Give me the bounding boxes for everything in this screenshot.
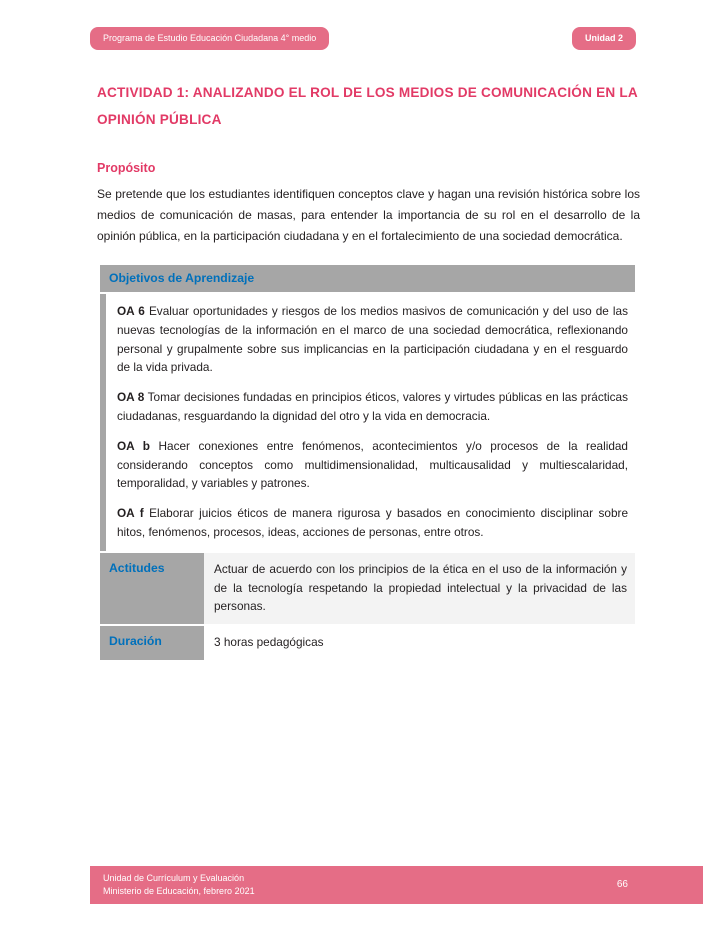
actitudes-label: Actitudes — [100, 553, 204, 624]
objectives-body — [100, 294, 635, 551]
page-header — [90, 27, 636, 50]
actitudes-content: Actuar de acuerdo con los principios de la ética en el uso de la información y de la tecnología respetando la propiedad intelectual y la privacidad de las personas. — [204, 553, 635, 624]
duracion-row — [100, 626, 635, 660]
objective-item-oaf — [117, 504, 628, 542]
objective-item-oa6 — [117, 302, 628, 377]
objective-code: OA b — [117, 438, 150, 453]
actitudes-row — [100, 553, 635, 624]
proposito-heading: Propósito — [97, 161, 156, 175]
unit-badge: Unidad 2 — [572, 27, 636, 50]
page-content — [97, 79, 640, 660]
objective-code: OA 6 — [117, 304, 145, 318]
page-number: 66 — [616, 879, 628, 890]
objective-text: Tomar decisiones fundadas en principios éticos, valores y virtudes públicas en las prácticas ciudadanas, resguardando la dignidad del otro y la vida en democracia. — [117, 390, 628, 423]
objective-item-oab — [117, 437, 628, 493]
objectives-table-header: Objetivos de Aprendizaje — [100, 265, 635, 292]
footer-credits — [103, 872, 255, 897]
objective-text: Evaluar oportunidades y riesgos de los medios masivos de comunicación y del uso de las nuevas tecnologías de la información en el marco de una sociedad democrática, reflexionando personal y grupalmente sobre sus implicancias en la participación ciudadana y en el resguardo de la vida privada. — [117, 304, 628, 375]
objective-text: Elaborar juicios éticos de manera rigurosa y basados en conocimiento disciplinar sobre hitos, fenómenos, procesos, ideas, acciones de personas, entre otros. — [117, 506, 629, 539]
objective-code: OA 8 — [117, 390, 145, 405]
objectives-table — [100, 265, 635, 660]
duracion-label: Duración — [100, 626, 204, 660]
objective-code: OA f — [117, 506, 144, 521]
footer-line1: Unidad de Currículum y Evaluación — [103, 873, 245, 883]
objective-text: Hacer conexiones entre fenómenos, acontecimientos y/o procesos de la realidad considerando conceptos como multidimensionalidad, multicausalidad y multiescalaridad, temporalidad, y variables y patrones. — [117, 438, 628, 491]
footer-line2: Ministerio de Educación, febrero 2021 — [103, 885, 255, 896]
program-badge: Programa de Estudio Educación Ciudadana 4° medio — [90, 27, 329, 50]
objective-item-oa8 — [117, 388, 628, 426]
duracion-content: 3 horas pedagógicas — [204, 626, 635, 660]
proposito-paragraph: Se pretende que los estudiantes identifiquen conceptos clave y hagan una revisión histórica sobre los medios de comunicación de masas, para entender la importancia de su rol en el desarrollo de la opinión pública, en la participación ciudadana y en el fortalecimiento de una sociedad democrática. — [97, 187, 640, 243]
activity-title: ACTIVIDAD 1: ANALIZANDO EL ROL DE LOS MEDIOS DE COMUNICACIÓN EN LA OPINIÓN PÚBLICA — [97, 85, 638, 127]
page-footer — [90, 866, 703, 904]
